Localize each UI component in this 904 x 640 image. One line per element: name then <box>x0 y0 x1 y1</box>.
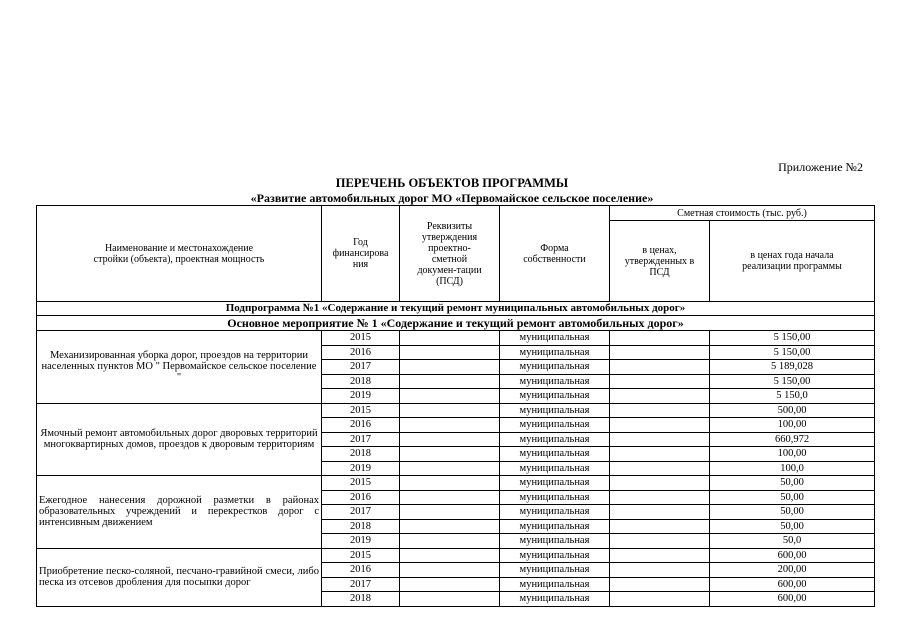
year-cell: 2016 <box>322 490 400 505</box>
cost-start-cell: 50,0 <box>710 534 875 549</box>
psd-cell <box>400 519 500 534</box>
cost-psd-cell <box>610 389 710 404</box>
year-cell: 2018 <box>322 374 400 389</box>
psd-cell <box>400 345 500 360</box>
cost-start-cell: 50,00 <box>710 476 875 491</box>
table-row <box>37 476 875 491</box>
appendix-label: Приложение №2 <box>778 160 863 174</box>
cost-start-cell: 5 150,0 <box>710 389 875 404</box>
form-cell: муниципальная <box>500 389 610 404</box>
year-cell: 2018 <box>322 592 400 607</box>
psd-cell <box>400 534 500 549</box>
form-cell: муниципальная <box>500 403 610 418</box>
psd-cell <box>400 563 500 578</box>
table-row <box>37 403 875 418</box>
psd-cell <box>400 418 500 433</box>
cost-psd-cell <box>610 490 710 505</box>
cost-psd-cell <box>610 360 710 375</box>
header-name: Наименование и местонахождение стройки (объекта), проектная мощность <box>37 206 322 302</box>
object-name-cell: Механизированная уборка дорог, проездов на территории населенных пунктов МО " Первомайское сельское поселение " <box>37 331 322 404</box>
header-cost-psd: в ценах, утвержденных в ПСД <box>610 221 710 302</box>
document-subtitle: «Развитие автомобильных дорог МО «Первомайское сельское поселение» <box>250 191 654 205</box>
cost-start-cell: 5 150,00 <box>710 374 875 389</box>
form-cell: муниципальная <box>500 505 610 520</box>
year-cell: 2016 <box>322 345 400 360</box>
cost-psd-cell <box>610 505 710 520</box>
year-cell: 2017 <box>322 360 400 375</box>
psd-cell <box>400 360 500 375</box>
year-cell: 2019 <box>322 461 400 476</box>
document-title: ПЕРЕЧЕНЬ ОБЪЕКТОВ ПРОГРАММЫ <box>335 176 569 190</box>
form-cell: муниципальная <box>500 418 610 433</box>
psd-cell <box>400 548 500 563</box>
year-cell: 2018 <box>322 519 400 534</box>
form-cell: муниципальная <box>500 461 610 476</box>
cost-psd-cell <box>610 447 710 462</box>
form-cell: муниципальная <box>500 476 610 491</box>
year-cell: 2015 <box>322 403 400 418</box>
psd-cell <box>400 505 500 520</box>
cost-psd-cell <box>610 534 710 549</box>
year-cell: 2015 <box>322 476 400 491</box>
table-row <box>37 548 875 563</box>
psd-cell <box>400 331 500 346</box>
cost-start-cell: 5 150,00 <box>710 331 875 346</box>
cost-start-cell: 200,00 <box>710 563 875 578</box>
cost-start-cell: 500,00 <box>710 403 875 418</box>
psd-cell <box>400 403 500 418</box>
psd-cell <box>400 476 500 491</box>
cost-psd-cell <box>610 345 710 360</box>
cost-start-cell: 5 189,028 <box>710 360 875 375</box>
objects-table <box>36 205 875 607</box>
cost-psd-cell <box>610 476 710 491</box>
year-cell: 2017 <box>322 432 400 447</box>
psd-cell <box>400 577 500 592</box>
year-cell: 2016 <box>322 418 400 433</box>
cost-start-cell: 100,00 <box>710 447 875 462</box>
cost-psd-cell <box>610 374 710 389</box>
year-cell: 2018 <box>322 447 400 462</box>
cost-start-cell: 50,00 <box>710 490 875 505</box>
cost-psd-cell <box>610 331 710 346</box>
cost-psd-cell <box>610 403 710 418</box>
cost-psd-cell <box>610 432 710 447</box>
cost-start-cell: 600,00 <box>710 592 875 607</box>
year-cell: 2016 <box>322 563 400 578</box>
cost-psd-cell <box>610 577 710 592</box>
form-cell: муниципальная <box>500 331 610 346</box>
header-form: Форма собственности <box>500 206 610 302</box>
psd-cell <box>400 461 500 476</box>
psd-cell <box>400 490 500 505</box>
year-cell: 2017 <box>322 577 400 592</box>
object-name-cell: Ямочный ремонт автомобильных дорог дворовых территорий многоквартирных домов, проездов к дворовым территориям <box>37 403 322 476</box>
form-cell: муниципальная <box>500 548 610 563</box>
cost-start-cell: 660,972 <box>710 432 875 447</box>
form-cell: муниципальная <box>500 447 610 462</box>
psd-cell <box>400 432 500 447</box>
header-year: Год финансирова ния <box>322 206 400 302</box>
psd-cell <box>400 592 500 607</box>
form-cell: муниципальная <box>500 360 610 375</box>
object-name-cell: Ежегодное нанесения дорожной разметки в районах образовательных учреждений и перекрестков дорог с интенсивным движением <box>37 476 322 549</box>
year-cell: 2019 <box>322 534 400 549</box>
psd-cell <box>400 447 500 462</box>
cost-start-cell: 600,00 <box>710 548 875 563</box>
cost-psd-cell <box>610 548 710 563</box>
cost-psd-cell <box>610 592 710 607</box>
main-event-row: Основное мероприятие № 1 «Содержание и текущий ремонт автомобильных дорог» <box>37 316 875 331</box>
cost-start-cell: 100,00 <box>710 418 875 433</box>
form-cell: муниципальная <box>500 534 610 549</box>
table-row <box>37 331 875 346</box>
cost-start-cell: 5 150,00 <box>710 345 875 360</box>
form-cell: муниципальная <box>500 592 610 607</box>
form-cell: муниципальная <box>500 374 610 389</box>
psd-cell <box>400 374 500 389</box>
cost-psd-cell <box>610 563 710 578</box>
cost-psd-cell <box>610 418 710 433</box>
cost-start-cell: 600,00 <box>710 577 875 592</box>
header-cost-group: Сметная стоимость (тыс. руб.) <box>610 206 875 221</box>
psd-cell <box>400 389 500 404</box>
year-cell: 2019 <box>322 389 400 404</box>
year-cell: 2017 <box>322 505 400 520</box>
header-psd: Реквизиты утверждения проектно-сметной докумен-тации (ПСД) <box>400 206 500 302</box>
form-cell: муниципальная <box>500 345 610 360</box>
form-cell: муниципальная <box>500 432 610 447</box>
object-name-cell: Приобретение песко-соляной, песчано-гравийной смеси, либо песка из отсевов дробления для посыпки дорог <box>37 548 322 606</box>
form-cell: муниципальная <box>500 563 610 578</box>
cost-psd-cell <box>610 519 710 534</box>
cost-psd-cell <box>610 461 710 476</box>
form-cell: муниципальная <box>500 490 610 505</box>
subprogram-row: Подпрограмма №1 «Содержание и текущий ремонт муниципальных автомобильных дорог» <box>37 302 875 316</box>
year-cell: 2015 <box>322 331 400 346</box>
form-cell: муниципальная <box>500 519 610 534</box>
year-cell: 2015 <box>322 548 400 563</box>
header-cost-start: в ценах года начала реализации программы <box>710 221 875 302</box>
cost-start-cell: 50,00 <box>710 519 875 534</box>
cost-start-cell: 100,0 <box>710 461 875 476</box>
cost-start-cell: 50,00 <box>710 505 875 520</box>
form-cell: муниципальная <box>500 577 610 592</box>
